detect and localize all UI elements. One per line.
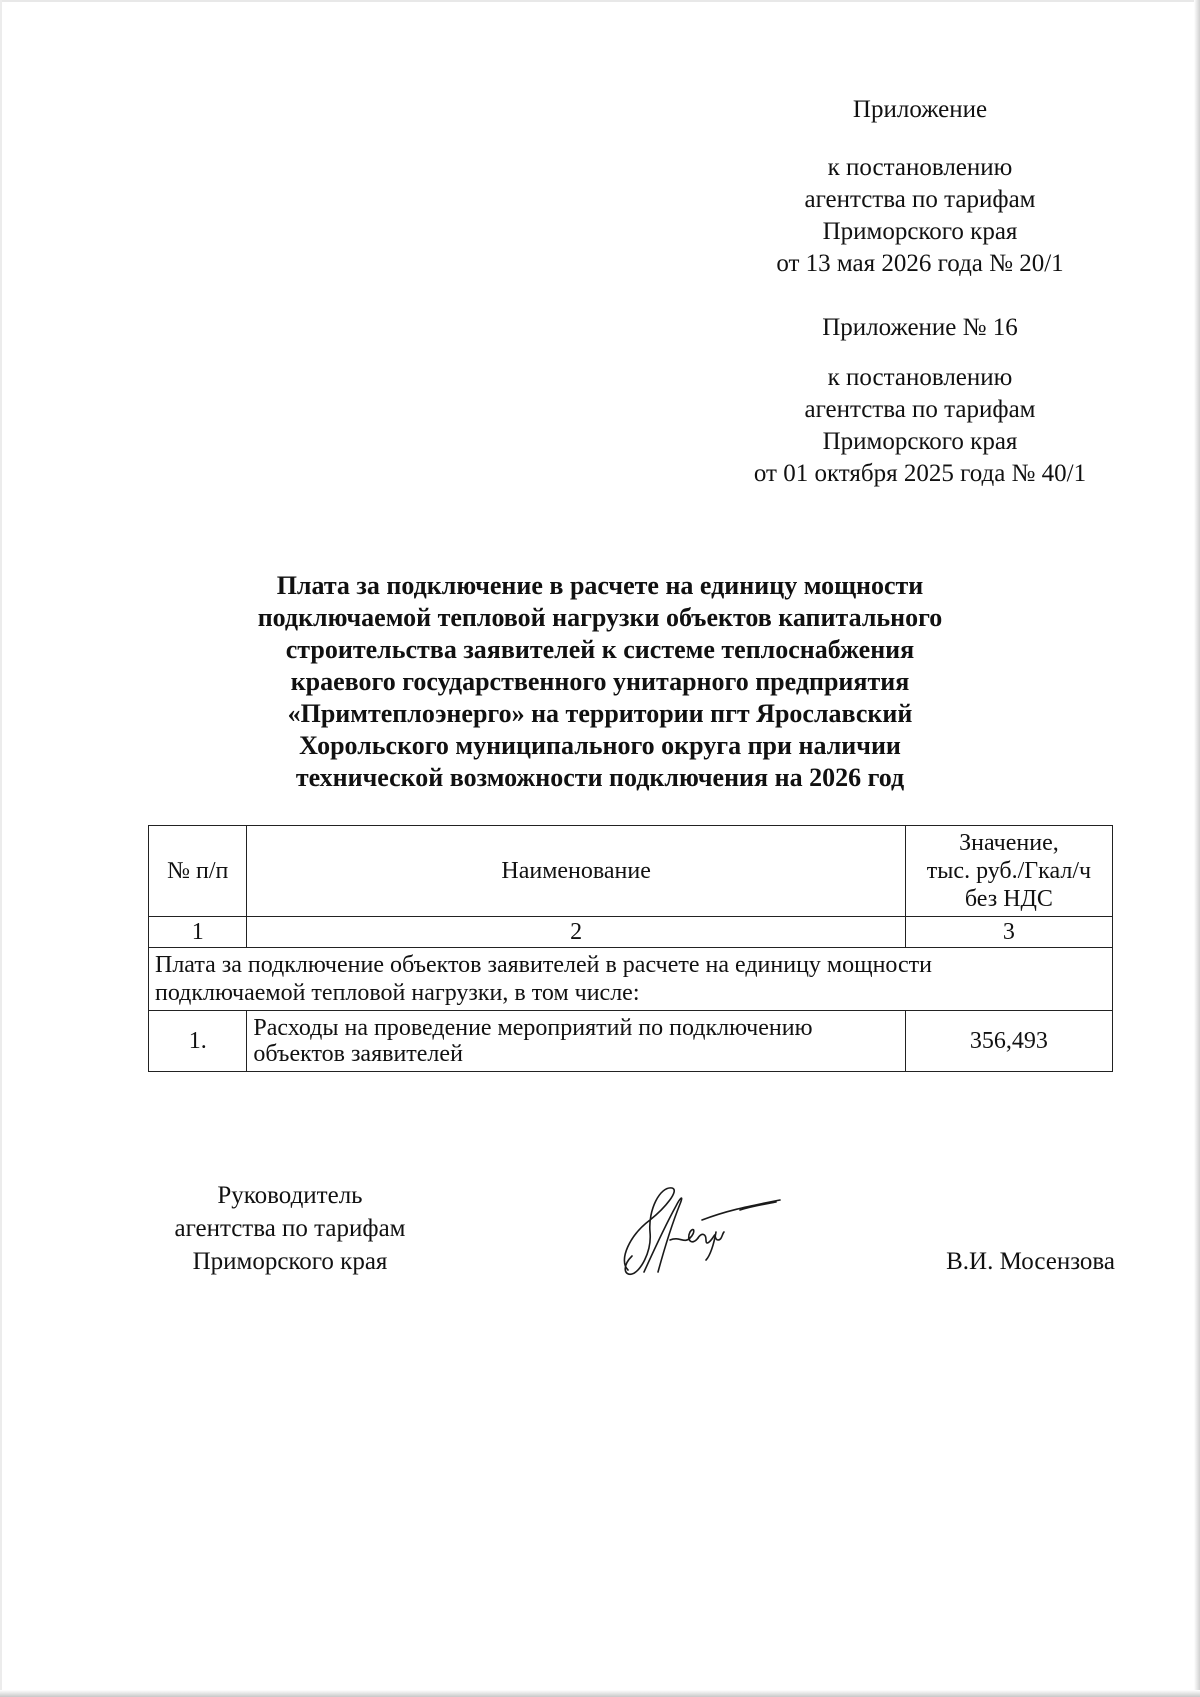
document-title-line: «Примтеплоэнерго» на территории пгт Ярославский bbox=[287, 699, 913, 728]
signer-position bbox=[140, 1179, 440, 1278]
section-line: Плата за подключение объектов заявителей в расчете на единицу мощности bbox=[155, 952, 932, 978]
appendix-original-line: Приморского края bbox=[822, 428, 1018, 455]
document-title-line: технической возможности подключения на 2026 год bbox=[295, 763, 905, 792]
header-value-line: Значение, bbox=[959, 830, 1059, 856]
column-index-cell: 2 bbox=[247, 917, 905, 948]
signer-name: В.И. Мосензова bbox=[946, 1248, 1115, 1275]
table-row bbox=[149, 1011, 1113, 1072]
column-index-row bbox=[149, 917, 1113, 948]
appendix-original-date-line: от 01 октября 2025 года № 40/1 bbox=[753, 460, 1087, 487]
appendix-original-line: агентства по тарифам bbox=[804, 396, 1036, 423]
row-value-cell: 356,493 bbox=[905, 1011, 1112, 1072]
signer-position-line: Приморского края bbox=[192, 1248, 388, 1275]
document-title-line: краевого государственного унитарного предприятия bbox=[290, 667, 910, 696]
header-value-line: тыс. руб./Гкал/ч bbox=[926, 858, 1092, 884]
row-name-line: объектов заявителей bbox=[253, 1041, 463, 1067]
appendix-line: агентства по тарифам bbox=[804, 186, 1036, 213]
document-title-line: Хорольского муниципального округа при наличии bbox=[299, 731, 901, 760]
appendix-line: к постановлению bbox=[827, 154, 1013, 181]
appendix-date-line: от 13 мая 2026 года № 20/1 bbox=[776, 250, 1064, 277]
table-header-row bbox=[149, 826, 1113, 917]
appendix-original-reference bbox=[700, 362, 1140, 490]
row-name-cell bbox=[247, 1011, 905, 1072]
section-row bbox=[149, 948, 1113, 1011]
appendix-title bbox=[700, 94, 1140, 126]
appendix-line: Приморского края bbox=[822, 218, 1018, 245]
appendix-reference bbox=[700, 152, 1140, 280]
handwritten-signature bbox=[610, 1180, 790, 1280]
page-edge-right bbox=[1194, 0, 1200, 1697]
appendix-original-title-text: Приложение № 16 bbox=[822, 314, 1018, 341]
tariff-table bbox=[148, 825, 1113, 1072]
header-num-cell: № п/п bbox=[149, 826, 247, 917]
appendix-original-title bbox=[700, 312, 1140, 344]
page-edge-top bbox=[0, 0, 1200, 2]
header-name-cell: Наименование bbox=[247, 826, 905, 917]
appendix-original-line: к постановлению bbox=[827, 364, 1013, 391]
document-title-line: строительства заявителей к системе теплоснабжения bbox=[285, 635, 915, 664]
page-edge-bottom bbox=[0, 1690, 1200, 1697]
appendix-title-text: Приложение bbox=[852, 96, 988, 123]
signer-position-line: Руководитель bbox=[217, 1182, 363, 1209]
section-cell bbox=[149, 948, 1113, 1011]
document-title bbox=[180, 570, 1020, 794]
document-title-line: подключаемой тепловой нагрузки объектов капитального bbox=[257, 603, 943, 632]
section-line: подключаемой тепловой нагрузки, в том числе: bbox=[155, 980, 640, 1006]
page-edge-left bbox=[0, 0, 2, 1697]
row-name-line: Расходы на проведение мероприятий по подключению bbox=[253, 1015, 813, 1041]
document-title-line: Плата за подключение в расчете на единицу мощности bbox=[276, 571, 924, 600]
header-value-line: без НДС bbox=[964, 886, 1053, 912]
header-value-cell bbox=[905, 826, 1112, 917]
row-num-cell: 1. bbox=[149, 1011, 247, 1072]
signer-position-line: агентства по тарифам bbox=[174, 1215, 406, 1242]
column-index-cell: 1 bbox=[149, 917, 247, 948]
column-index-cell: 3 bbox=[905, 917, 1112, 948]
